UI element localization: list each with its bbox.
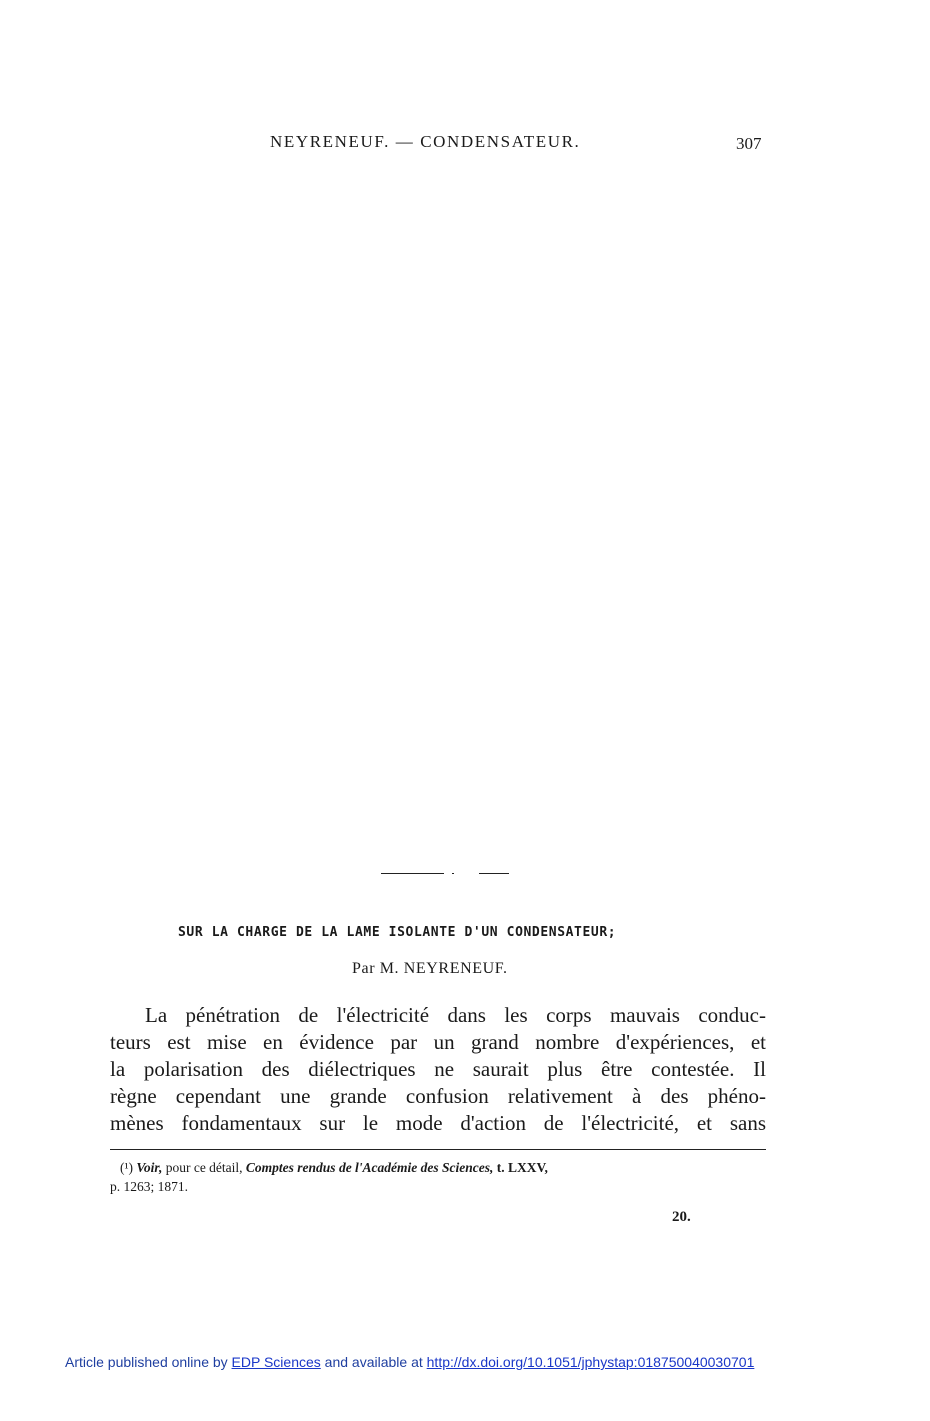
body-line: la polarisation des diélectriques ne saurait plus être contestée. Il [110,1057,766,1081]
body-line: règne cependant une grande confusion relativement à des phéno- [110,1084,766,1108]
article-body [110,1002,766,1137]
footnote-text: pour ce détail, [162,1160,246,1175]
footer-middle: and available at [320,1354,427,1370]
body-line: teurs est mise en évidence par un grand nombre d'expériences, et [110,1030,766,1054]
running-title: NEYRENEUF. — CONDENSATEUR. [270,132,581,151]
footnote-marker: (¹) [120,1160,134,1175]
publisher-link[interactable]: EDP Sciences [231,1354,321,1370]
body-line: mènes fondamentaux sur le mode d'action de l'électricité, et sans [110,1111,766,1135]
separator-rule [381,873,444,874]
page-number: 307 [736,134,762,153]
separator-dot [452,873,454,874]
doi-link[interactable]: http://dx.doi.org/10.1051/jphystap:018750040030701 [426,1354,755,1370]
footnote-line [110,1158,766,1177]
footnote-source: Comptes rendus de l'Académie des Sciences, [245,1160,494,1175]
body-line: La pénétration de l'électricité dans les corps mauvais conduc- [145,1003,766,1027]
publication-footer [65,1354,754,1370]
footnote-volume: t. LXXV, [493,1160,548,1175]
footnote-rule [110,1149,766,1150]
footnote-voir: Voir, [136,1160,163,1175]
footer-prefix: Article published online by [65,1354,232,1370]
footnote [110,1158,766,1196]
signature-mark: 20. [672,1209,691,1225]
article-title: SUR LA CHARGE DE LA LAME ISOLANTE D'UN CONDENSATEUR; [178,925,617,940]
separator-rule [479,873,509,874]
article-byline: Par M. NEYRENEUF. [352,960,508,977]
footnote-line: p. 1263; 1871. [110,1179,189,1194]
